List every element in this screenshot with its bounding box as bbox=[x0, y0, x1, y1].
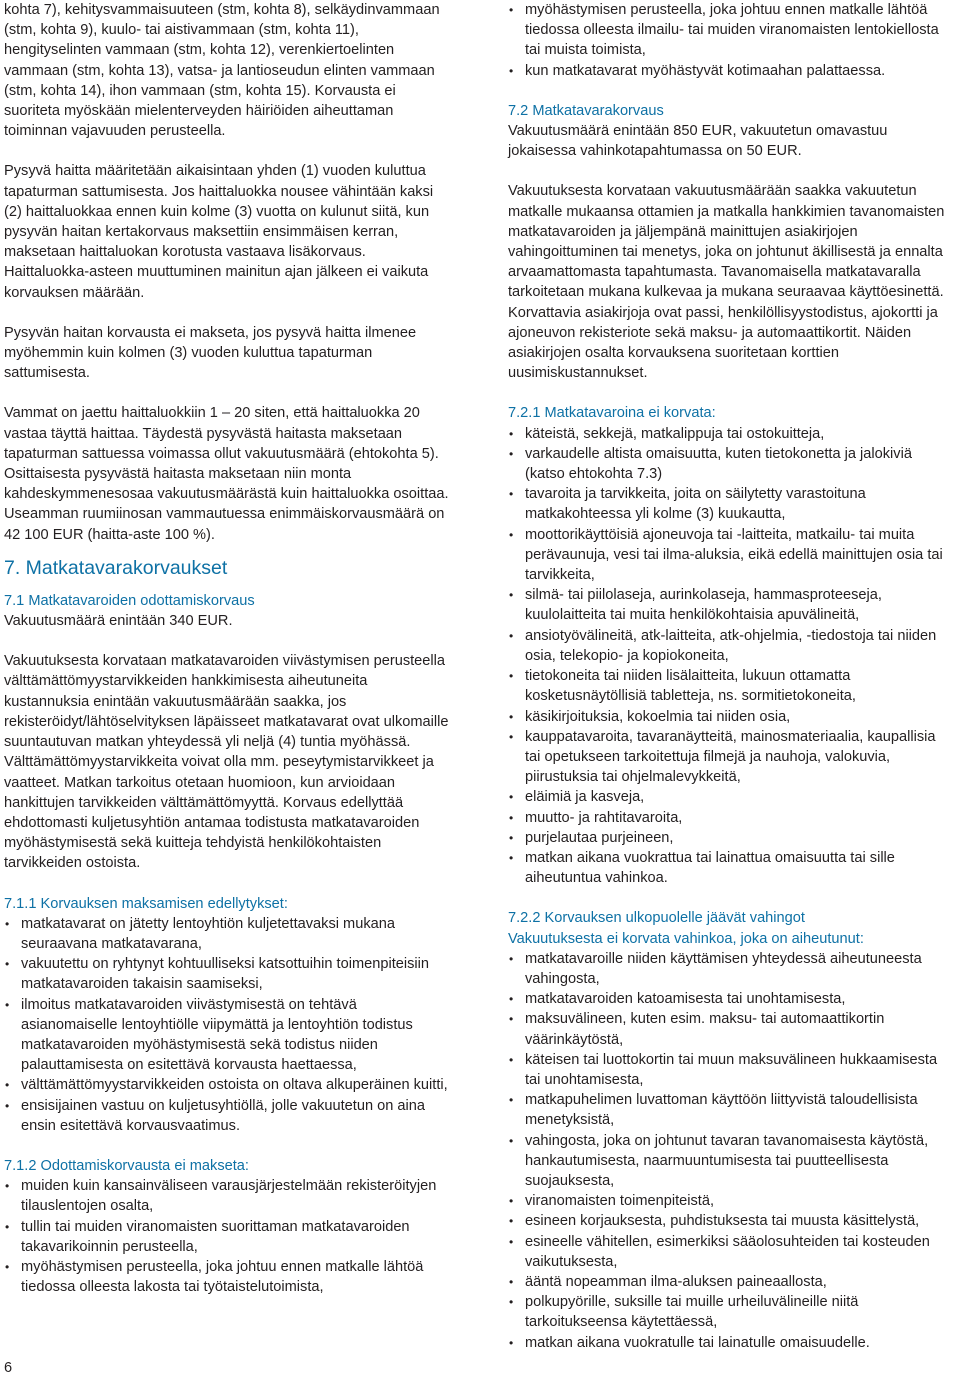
list-item: • myöhästymisen perusteella, joka johtuu ennen matkalle lähtöä tiedossa olleesta ilmailu- tai muiden viranomaisten lentokiellosta tai muista toimista, bbox=[508, 0, 954, 61]
paragraph-harm-classes: Vammat on jaettu haittaluokkiin 1 – 20 siten, että haittaluokka 20 vastaa täyttä haittaa. Täydestä pysyvästä haitasta maksetaan tapaturman sattuessa voimassa ollut vakuutusmäärä (ehtokohta 5). Osittaisesta pysyvästä haitasta maksetaan niin monta kahdeskymmenesosaa vakuutusmäärästä kuin haittaluokka osoittaa. Useamman ruumiinosan vammautuessa enimmäiskorvausmäärä on 42 100 EUR (haitta-aste 100 %). bbox=[4, 405, 449, 543]
list-item: • matkatavarat on jätetty lentoyhtiön kuljetettavaksi mukana seuraavana matkatavarana, bbox=[4, 914, 452, 954]
heading-7-2: 7.2 Matkatavarakorvaus bbox=[508, 102, 664, 119]
list-item: • moottorikäyttöisiä ajoneuvoja tai -laitteita, matkailu- tai muita perävaunuja, vesi tai ilma-aluksia, eikä edellä mainittujen osia tai tarvikkeita, bbox=[508, 525, 954, 586]
list-item: • muiden kuin kansainväliseen varausjärjestelmään rekisteröityjen tilauslentojen osalta, bbox=[4, 1176, 452, 1216]
paragraph-permanent-harm-timing: Pysyvä haitta määritetään aikaisintaan yhden (1) vuoden kuluttua tapaturman sattumisesta. Jos haittaluokka nousee vähintään kaksi (2) haittaluokkaa ennen kuin kolme (3) vuotta on kulunut siitä, kun pysyvän haitan kertakorvaus maksettiin ensimmäisen kerran, maksetaan haittaluokan korotusta vastaava lisäkorvaus. Haittaluokka-asteen muuttuminen mainitun ajan jälkeen ei vaikuta korvauksen määrään. bbox=[4, 163, 434, 301]
list-item: • kauppatavaroita, tavaranäytteitä, mainosmateriaalia, kaupallisia tai opetukseen tarkoitettuja filmejä ja nauhoja, valokuvia, piirustuksia tai ohjelmalevykkeitä, bbox=[508, 727, 954, 788]
paragraph-permanent-harm-limit: Pysyvän haitan korvausta ei makseta, jos pysyvä haitta ilmenee myöhemmin kuin kolmen (3) vuoden kuluttua tapaturman sattumisesta. bbox=[4, 324, 417, 382]
heading-7-1: 7.1 Matkatavaroiden odottamiskorvaus bbox=[4, 592, 255, 609]
list-item: • viranomaisten toimenpiteistä, bbox=[508, 1191, 954, 1211]
list-item: • eläimiä ja kasveja, bbox=[508, 787, 954, 807]
paragraph-delay-compensation: Vakuutuksesta korvataan matkatavaroiden viivästymisen perusteella välttämättömyystarvikkeiden hankkimisesta aiheutuneita kustannuksia enintään vakuutusmäärään saakka, jos rekisteröidyt/lähtöselvityksen läpäisseet matkatavarat ovat ulkomaille suuntautuvan matkan yhteydessä yli neljä (4) tuntia myöhässä. Välttämättömyystarvikkeita voivat olla mm. peseytymistarvikkeet ja vaatteet. Matkan tarkoitus otetaan huomioon, kun arvioidaan hankittujen tarvikkeiden välttämättömyyttä. Korvaus edellyttää ehdottomasti kuljetusyhtiön antamaa todistusta matkatavaroiden myöhästymisestä sekä kuitteja tehdyistä henkilökohtaisten tarvikkeiden ostoista. bbox=[4, 653, 449, 872]
heading-7-2-2-intro: Vakuutuksesta ei korvata vahinkoa, joka on aiheutunut: bbox=[508, 930, 864, 947]
insurance-amount-7-2: Vakuutusmäärä enintään 850 EUR, vakuutetun omavastuu jokaisessa vahinkotapahtumassa on 50 EUR. bbox=[508, 123, 888, 160]
heading-section-7: 7. Matkatavarakorvaukset bbox=[4, 556, 228, 579]
list-item: • välttämättömyystarvikkeiden ostoista on oltava alkuperäinen kuitti, bbox=[4, 1075, 452, 1095]
list-item: • esineen korjauksesta, puhdistuksesta tai muusta käsittelystä, bbox=[508, 1211, 954, 1231]
list-item: • ilmoitus matkatavaroiden viivästymisestä on tehtävä asianomaiselle lentoyhtiölle viipymättä ja lentoyhtiön todistus matkatavaroiden myöhästymisestä sekä todistus niiden palauttamisesta on esitettävä korvausta haettaessa, bbox=[4, 995, 452, 1076]
list-item: • vahingosta, joka on johtunut tavaran tavanomaisesta käytöstä, hankautumisesta, naarmuuntumisesta tai puutteellisesta suojauksesta, bbox=[508, 1131, 954, 1192]
left-column bbox=[4, 0, 452, 1297]
insurance-amount-7-1: Vakuutusmäärä enintään 340 EUR. bbox=[4, 613, 233, 630]
list-item: • kun matkatavarat myöhästyvät kotimaahan palattaessa. bbox=[508, 61, 954, 81]
list-item: • ääntä nopeamman ilma-aluksen paineaallosta, bbox=[508, 1272, 954, 1292]
list-7-2-1 bbox=[508, 424, 954, 889]
list-7-1-2-continued bbox=[508, 0, 954, 81]
list-item: • matkapuhelimen luvattoman käyttöön liittyvistä taloudellisista menetyksistä, bbox=[508, 1090, 954, 1130]
list-item: • tavaroita ja tarvikkeita, joita on säilytetty varastoituna matkakohteessa yli kolme (3) kuukautta, bbox=[508, 484, 954, 524]
list-item: • käteisen tai luottokortin tai muun maksuvälineen hukkaamisesta tai unohtamisesta, bbox=[508, 1050, 954, 1090]
paragraph-intro-continued: kohta 7), kehitysvammaisuuteen (stm, kohta 8), selkäydinvammaan (stm, kohta 9), kuulo- tai aistivammaan (stm, kohta 11), hengityselinten vammaan (stm, kohta 12), verenkiertoelinten vammaan (stm, kohta 13), vatsa- ja lantioseudun elinten vammaan (stm, kohta 14), ihon vammaan (stm, kohta 15). Korvausta ei suoriteta myöskään mielenterveyden häiriöiden aiheuttaman toiminnan vajavuuden perusteella. bbox=[4, 2, 440, 140]
list-item: • matkatavaroiden katoamisesta tai unohtamisesta, bbox=[508, 989, 954, 1009]
right-column bbox=[508, 0, 954, 1353]
list-item: • ansiotyövälineitä, atk-laitteita, atk-ohjelmia, -tiedostoja tai niiden osia, telekopio- ja kopiokoneita, bbox=[508, 626, 954, 666]
list-7-1-2 bbox=[4, 1176, 452, 1297]
list-item: • tietokoneita tai niiden lisälaitteita, lukuun ottamatta kosketusnäytöllisiä tabletteja, ns. sormitietokoneita, bbox=[508, 666, 954, 706]
list-item: • matkan aikana vuokrattua tai lainattua omaisuutta tai sille aiheutuntua vahinkoa. bbox=[508, 848, 954, 888]
list-item: • matkatavaroille niiden käyttämisen yhteydessä aiheutuneesta vahingosta, bbox=[508, 949, 954, 989]
list-7-1-1 bbox=[4, 914, 452, 1136]
list-item: • muutto- ja rahtitavaroita, bbox=[508, 808, 954, 828]
list-item: • käteistä, sekkejä, matkalippuja tai ostokuitteja, bbox=[508, 424, 954, 444]
paragraph-baggage-compensation: Vakuutuksesta korvataan vakuutusmäärään saakka vakuutetun matkalle mukaansa ottamien ja matkalla hankkimien tavanomaisten matkatavaroiden ja jäljempänä mainittujen asiakirjojen vahingoittuminen tai menetys, joka on johtunut äkillisestä ja ennalta arvaamattomasta tapahtumasta. Tavanomaisella matkatavaralla tarkoitetaan mukana kulkevaa ja mukana seuraavaa käyttöesinettä. Korvattavia asiakirjoja ovat passi, henkilöllisyystodistus, ajokortti ja ajoneuvon rekisteriote sekä maksu- ja automaattikortit. Näiden asiakirjojen osalta korvauksena suoritetaan korttien uusimiskustannukset. bbox=[508, 183, 945, 382]
list-item: • käsikirjoituksia, kokoelmia tai niiden osia, bbox=[508, 707, 954, 727]
heading-7-2-2: 7.2.2 Korvauksen ulkopuolelle jäävät vahingot bbox=[508, 910, 805, 927]
list-item: • myöhästymisen perusteella, joka johtuu ennen matkalle lähtöä tiedossa olleesta lakosta tai työtaistelutoimista, bbox=[4, 1257, 452, 1297]
heading-7-1-2: 7.1.2 Odottamiskorvausta ei makseta: bbox=[4, 1157, 249, 1174]
list-item: • silmä- tai piilolaseja, aurinkolaseja, hammasproteeseja, kuulolaitteita tai muita henkilökohtaisia apuvälineitä, bbox=[508, 585, 954, 625]
list-item: • polkupyörille, suksille tai muille urheiluvälineille niitä tarkoitukseensa käytettäessä, bbox=[508, 1292, 954, 1332]
list-item: • vakuutettu on ryhtynyt kohtuulliseksi katsottuihin toimenpiteisiin matkatavaroiden takaisin saamiseksi, bbox=[4, 954, 452, 994]
heading-7-2-1: 7.2.1 Matkatavaroina ei korvata: bbox=[508, 405, 716, 422]
page-number: 6 bbox=[4, 1360, 13, 1376]
list-7-2-2 bbox=[508, 949, 954, 1353]
list-item: • maksuvälineen, kuten esim. maksu- tai automaattikortin väärinkäytöstä, bbox=[508, 1009, 954, 1049]
list-item: • matkan aikana vuokratulle tai lainatulle omaisuudelle. bbox=[508, 1333, 954, 1353]
heading-7-1-1: 7.1.1 Korvauksen maksamisen edellytykset: bbox=[4, 895, 288, 912]
list-item: • esineelle vähitellen, esimerkiksi sääolosuhteiden tai kosteuden vaikutuksesta, bbox=[508, 1232, 954, 1272]
list-item: • tullin tai muiden viranomaisten suorittaman matkatavaroiden takavarikoinnin perusteella, bbox=[4, 1217, 452, 1257]
list-item: • varkaudelle altista omaisuutta, kuten tietokonetta ja jalokiviä (katso ehtokohta 7.3) bbox=[508, 444, 954, 484]
list-item: • purjelautaa purjeineen, bbox=[508, 828, 954, 848]
list-item: • ensisijainen vastuu on kuljetusyhtiöllä, jolle vakuutetun on aina ensin esitettävä korvausvaatimus. bbox=[4, 1096, 452, 1136]
